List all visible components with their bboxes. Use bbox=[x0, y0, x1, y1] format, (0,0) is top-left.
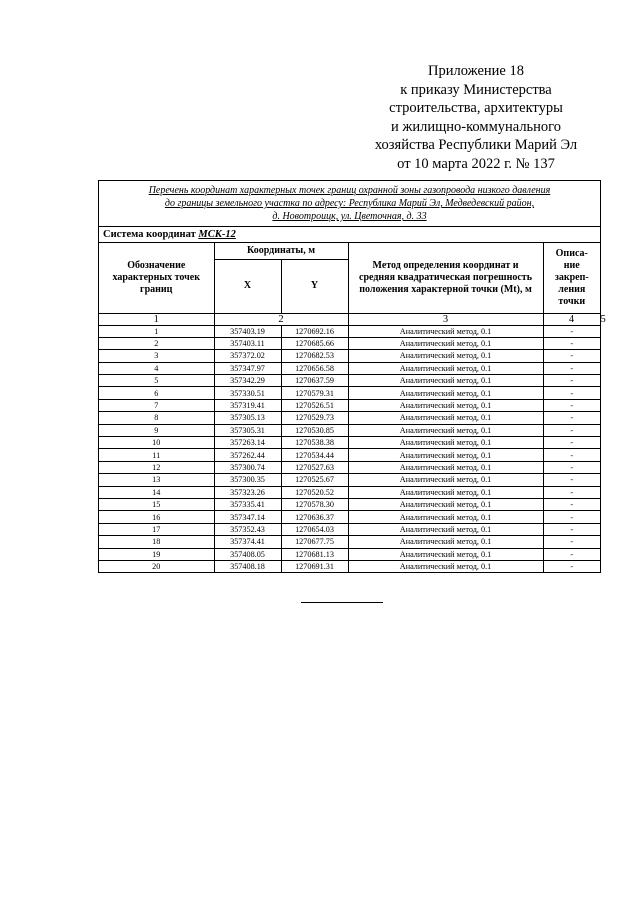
caption-line: Перечень координат характерных точек границ охранной зоны газопровода низкого давления bbox=[148, 185, 551, 196]
table-row bbox=[99, 399, 600, 411]
cell-desc: - bbox=[543, 486, 600, 498]
cell-x: 357347.97 bbox=[214, 362, 281, 374]
header-line: к приказу Министерства bbox=[400, 81, 552, 98]
cell-y: 1270534.44 bbox=[281, 449, 348, 461]
cell-desc: - bbox=[543, 399, 600, 411]
cell-y: 1270538.38 bbox=[281, 437, 348, 449]
cell-method: Аналитический метод, 0.1 bbox=[348, 387, 543, 399]
cell-method: Аналитический метод, 0.1 bbox=[348, 412, 543, 424]
cell-desc: - bbox=[543, 387, 600, 399]
header-line: строительства, архитектуры bbox=[389, 100, 563, 117]
cell-method: Аналитический метод, 0.1 bbox=[348, 474, 543, 486]
cell-method: Аналитический метод, 0.1 bbox=[348, 548, 543, 560]
cell-x: 357305.31 bbox=[214, 424, 281, 436]
table-row bbox=[99, 325, 600, 337]
coordinate-system bbox=[99, 227, 600, 243]
cell-method: Аналитический метод, 0.1 bbox=[348, 449, 543, 461]
cell-n: 5 bbox=[99, 375, 214, 387]
header-line: и жилищно-коммунального bbox=[390, 118, 562, 135]
cell-y: 1270637.59 bbox=[281, 375, 348, 387]
cell-method: Аналитический метод, 0.1 bbox=[348, 424, 543, 436]
table-row bbox=[99, 375, 600, 387]
cell-y: 1270520.52 bbox=[281, 486, 348, 498]
cell-desc: - bbox=[543, 498, 600, 510]
table-row bbox=[99, 548, 600, 560]
cell-n: 3 bbox=[99, 350, 214, 362]
cell-x: 357342.29 bbox=[214, 375, 281, 387]
cell-n: 1 bbox=[99, 325, 214, 337]
cell-x: 357352.43 bbox=[214, 523, 281, 535]
cell-n: 10 bbox=[99, 437, 214, 449]
caption-line: д. Новотроицк, ул. Цветочная, д. 33 bbox=[272, 211, 427, 222]
cell-x: 357323.26 bbox=[214, 486, 281, 498]
cell-x: 357372.02 bbox=[214, 350, 281, 362]
table-caption bbox=[99, 181, 600, 227]
coordinates-document bbox=[98, 180, 606, 573]
cell-desc: - bbox=[543, 412, 600, 424]
cell-y: 1270682.53 bbox=[281, 350, 348, 362]
cell-y: 1270529.73 bbox=[281, 412, 348, 424]
table-row bbox=[99, 486, 600, 498]
cell-method: Аналитический метод, 0.1 bbox=[348, 362, 543, 374]
coordinate-system-value: МСК-12 bbox=[198, 229, 236, 240]
column-index: 2 bbox=[214, 313, 348, 325]
cell-method: Аналитический метод, 0.1 bbox=[348, 461, 543, 473]
cell-n: 9 bbox=[99, 424, 214, 436]
table-row bbox=[99, 437, 600, 449]
cell-y: 1270656.58 bbox=[281, 362, 348, 374]
column-index: 1 bbox=[99, 313, 214, 325]
col-header-designation: Обозначение характерных точек границ bbox=[99, 243, 214, 313]
cell-desc: - bbox=[543, 461, 600, 473]
closing-line bbox=[301, 602, 383, 603]
cell-n: 13 bbox=[99, 474, 214, 486]
table-row bbox=[99, 474, 600, 486]
cell-method: Аналитический метод, 0.1 bbox=[348, 350, 543, 362]
cell-n: 4 bbox=[99, 362, 214, 374]
column-index: 4 bbox=[543, 313, 600, 325]
cell-y: 1270526.51 bbox=[281, 399, 348, 411]
cell-method: Аналитический метод, 0.1 bbox=[348, 325, 543, 337]
header-line: хозяйства Республики Марий Эл bbox=[374, 137, 578, 154]
cell-n: 11 bbox=[99, 449, 214, 461]
table-row bbox=[99, 387, 600, 399]
col-header-coordinates: Координаты, м bbox=[214, 243, 348, 259]
cell-n: 18 bbox=[99, 536, 214, 548]
cell-x: 357347.14 bbox=[214, 511, 281, 523]
cell-x: 357300.35 bbox=[214, 474, 281, 486]
col-header-x: X bbox=[214, 259, 281, 313]
table-row bbox=[99, 461, 600, 473]
cell-method: Аналитический метод, 0.1 bbox=[348, 437, 543, 449]
column-index: 3 bbox=[348, 313, 543, 325]
cell-n: 14 bbox=[99, 486, 214, 498]
cell-x: 357300.74 bbox=[214, 461, 281, 473]
cell-y: 1270525.67 bbox=[281, 474, 348, 486]
cell-method: Аналитический метод, 0.1 bbox=[348, 511, 543, 523]
cell-method: Аналитический метод, 0.1 bbox=[348, 375, 543, 387]
cell-desc: - bbox=[543, 362, 600, 374]
table-row bbox=[99, 449, 600, 461]
cell-desc: - bbox=[543, 325, 600, 337]
cell-y: 1270685.66 bbox=[281, 337, 348, 349]
appendix-header bbox=[360, 62, 592, 174]
cell-n: 17 bbox=[99, 523, 214, 535]
cell-y: 1270681.13 bbox=[281, 548, 348, 560]
cell-x: 357408.18 bbox=[214, 560, 281, 572]
cell-x: 357305.13 bbox=[214, 412, 281, 424]
cell-n: 7 bbox=[99, 399, 214, 411]
header-line: от 10 марта 2022 г. № 137 bbox=[397, 155, 555, 172]
cell-desc: - bbox=[543, 511, 600, 523]
cell-y: 1270677.75 bbox=[281, 536, 348, 548]
cell-y: 1270692.16 bbox=[281, 325, 348, 337]
table-row bbox=[99, 350, 600, 362]
cell-y: 1270579.31 bbox=[281, 387, 348, 399]
coordinates-rows bbox=[99, 325, 600, 572]
cell-n: 6 bbox=[99, 387, 214, 399]
cell-desc: - bbox=[543, 350, 600, 362]
cell-y: 1270578.30 bbox=[281, 498, 348, 510]
table-row bbox=[99, 362, 600, 374]
header-line: Приложение 18 bbox=[428, 63, 524, 79]
cell-method: Аналитический метод, 0.1 bbox=[348, 399, 543, 411]
coordinates-table bbox=[99, 243, 606, 572]
cell-x: 357262.44 bbox=[214, 449, 281, 461]
cell-x: 357403.11 bbox=[214, 337, 281, 349]
table-row bbox=[99, 424, 600, 436]
cell-method: Аналитический метод, 0.1 bbox=[348, 486, 543, 498]
cell-y: 1270636.37 bbox=[281, 511, 348, 523]
cell-method: Аналитический метод, 0.1 bbox=[348, 523, 543, 535]
cell-n: 20 bbox=[99, 560, 214, 572]
cell-n: 15 bbox=[99, 498, 214, 510]
col-header-method: Метод определения координат и средняя квадратическая погрешность положения характерной точки (Mt), м bbox=[348, 243, 543, 313]
column-index-row: 1 2 3 4 5 bbox=[99, 313, 600, 325]
cell-desc: - bbox=[543, 375, 600, 387]
cell-y: 1270691.31 bbox=[281, 560, 348, 572]
coordinate-system-label: Система координат bbox=[103, 229, 196, 240]
cell-y: 1270654.03 bbox=[281, 523, 348, 535]
cell-desc: - bbox=[543, 437, 600, 449]
cell-n: 2 bbox=[99, 337, 214, 349]
cell-desc: - bbox=[543, 424, 600, 436]
cell-x: 357335.41 bbox=[214, 498, 281, 510]
table-row bbox=[99, 337, 600, 349]
cell-y: 1270527.63 bbox=[281, 461, 348, 473]
table-row bbox=[99, 560, 600, 572]
table-row bbox=[99, 523, 600, 535]
cell-desc: - bbox=[543, 449, 600, 461]
cell-desc: - bbox=[543, 536, 600, 548]
caption-line: до границы земельного участка по адресу: Республика Марий Эл, Медведевский район, bbox=[164, 198, 535, 209]
cell-desc: - bbox=[543, 560, 600, 572]
cell-method: Аналитический метод, 0.1 bbox=[348, 536, 543, 548]
col-header-description: Описа-ние закреп-ления точки bbox=[543, 243, 600, 313]
cell-x: 357319.41 bbox=[214, 399, 281, 411]
cell-method: Аналитический метод, 0.1 bbox=[348, 498, 543, 510]
cell-method: Аналитический метод, 0.1 bbox=[348, 337, 543, 349]
cell-desc: - bbox=[543, 548, 600, 560]
table-row bbox=[99, 536, 600, 548]
cell-x: 357263.14 bbox=[214, 437, 281, 449]
cell-x: 357330.51 bbox=[214, 387, 281, 399]
cell-desc: - bbox=[543, 474, 600, 486]
cell-x: 357408.05 bbox=[214, 548, 281, 560]
table-row bbox=[99, 498, 600, 510]
cell-desc: - bbox=[543, 523, 600, 535]
cell-n: 19 bbox=[99, 548, 214, 560]
cell-n: 12 bbox=[99, 461, 214, 473]
cell-n: 16 bbox=[99, 511, 214, 523]
col-header-y: Y bbox=[281, 259, 348, 313]
cell-n: 8 bbox=[99, 412, 214, 424]
table-row bbox=[99, 412, 600, 424]
cell-x: 357374.41 bbox=[214, 536, 281, 548]
cell-x: 357403.19 bbox=[214, 325, 281, 337]
cell-desc: - bbox=[543, 337, 600, 349]
table-row bbox=[99, 511, 600, 523]
cell-method: Аналитический метод, 0.1 bbox=[348, 560, 543, 572]
cell-y: 1270530.85 bbox=[281, 424, 348, 436]
